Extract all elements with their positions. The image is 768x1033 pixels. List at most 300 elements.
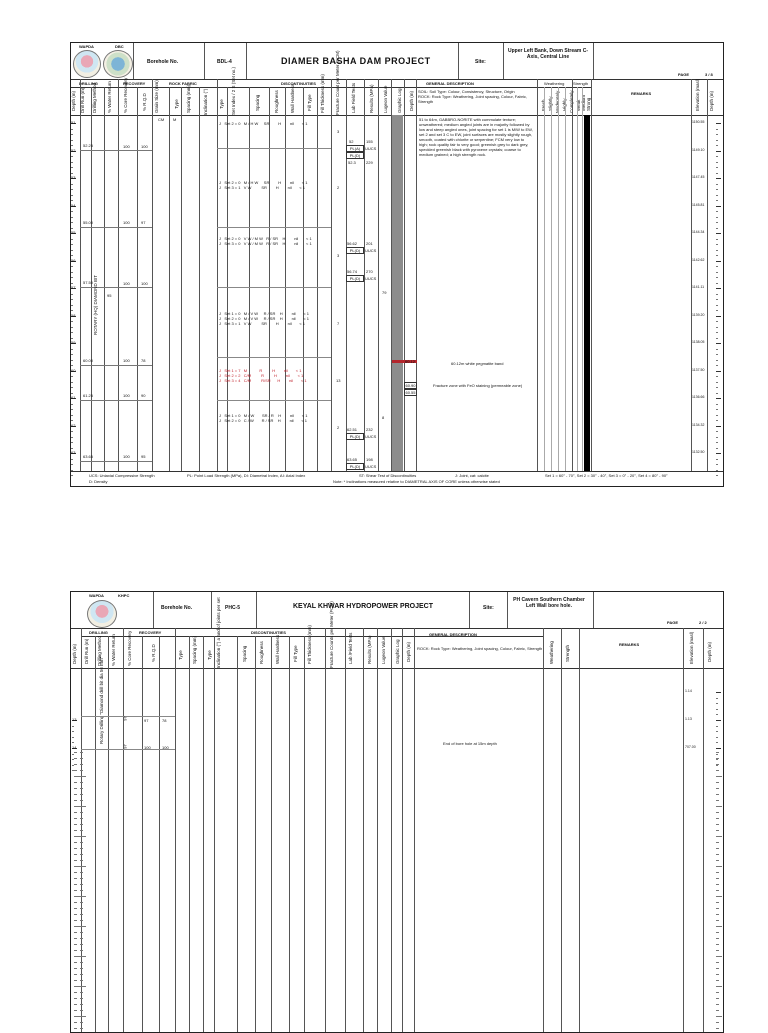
minor-tick bbox=[80, 788, 83, 789]
depth-tick bbox=[716, 720, 721, 721]
core-recovery: 100 bbox=[123, 281, 130, 286]
minor-tick bbox=[80, 842, 83, 843]
depth-tick bbox=[716, 426, 721, 427]
minor-tick bbox=[71, 409, 73, 410]
fcm-value: 3 bbox=[337, 253, 340, 258]
minor-tick bbox=[74, 818, 77, 819]
footer-ucs: UCS: Uniaxial Compressive Strength bbox=[89, 473, 155, 478]
minor-tick bbox=[71, 162, 73, 163]
minor-tick bbox=[716, 195, 718, 196]
minor-tick bbox=[80, 1028, 83, 1029]
rqd: 90 bbox=[141, 393, 146, 398]
minor-tick bbox=[716, 818, 719, 819]
minor-tick bbox=[80, 866, 86, 867]
test-type: PL(D) bbox=[346, 433, 364, 440]
minor-tick bbox=[71, 167, 73, 168]
test-type-2: UUCS bbox=[365, 464, 377, 469]
minor-tick bbox=[716, 1016, 722, 1017]
minor-tick bbox=[716, 365, 718, 366]
minor-tick bbox=[716, 956, 722, 957]
col-depth-3: Depth (m) bbox=[709, 90, 714, 111]
minor-tick bbox=[71, 239, 73, 240]
minor-tick bbox=[716, 737, 718, 738]
minor-tick bbox=[716, 932, 719, 933]
joint-line: J Set 3 = 1 V W SR H nil < 1 bbox=[219, 185, 306, 190]
minor-tick bbox=[71, 459, 73, 460]
minor-tick bbox=[80, 956, 86, 957]
minor-tick bbox=[716, 890, 719, 891]
minor-tick bbox=[71, 305, 73, 306]
minor-tick bbox=[74, 908, 77, 909]
rqd: 100 bbox=[141, 144, 148, 149]
minor-tick bbox=[80, 896, 86, 897]
minor-tick bbox=[716, 920, 719, 921]
general-desc-header: SOIL: Soil Type: Colour, Consistency, Structure, Origin ROCK: Rock Type: Weathering, Joint spacing, Colour, Fabric, Strength bbox=[418, 89, 528, 104]
minor-tick bbox=[716, 992, 719, 993]
tick-label: 63 bbox=[71, 450, 76, 455]
col-wall-hardness: Wall Hardness bbox=[290, 83, 295, 113]
minor-tick bbox=[716, 703, 718, 704]
tick-label: 53 bbox=[71, 175, 76, 180]
strength-medium: Medium bbox=[581, 94, 586, 111]
col-lab-tests: Lab Field Tests bbox=[351, 82, 356, 113]
core-recovery: 100 bbox=[123, 144, 130, 149]
minor-tick bbox=[74, 974, 77, 975]
fabric-type: CM bbox=[158, 117, 165, 122]
tick-label: 1139.20 bbox=[692, 312, 705, 317]
depth-tick bbox=[716, 151, 721, 152]
minor-tick bbox=[74, 842, 77, 843]
col-depth: Depth (m) bbox=[71, 90, 76, 111]
minor-tick bbox=[80, 974, 83, 975]
test-type: PL(D) bbox=[346, 463, 364, 470]
minor-tick bbox=[716, 782, 719, 783]
minor-tick bbox=[74, 884, 77, 885]
minor-tick bbox=[80, 992, 83, 993]
core-recovery: 100 bbox=[123, 393, 130, 398]
minor-tick bbox=[71, 360, 73, 361]
minor-tick bbox=[71, 250, 73, 251]
minor-tick bbox=[716, 129, 718, 130]
tick-label: 62 bbox=[71, 422, 76, 428]
col-drilling-method: Drilling Method bbox=[92, 82, 97, 113]
minor-tick bbox=[74, 764, 77, 765]
minor-tick bbox=[716, 872, 719, 873]
minor-tick bbox=[716, 354, 718, 355]
minor-tick bbox=[80, 1016, 86, 1017]
project-title: KEYAL KHWAR HYDROPOWER PROJECT bbox=[293, 603, 434, 610]
tick-label: 59 bbox=[71, 340, 76, 345]
minor-tick bbox=[716, 266, 718, 267]
col-disc-type: Type bbox=[207, 650, 212, 660]
minor-tick bbox=[716, 349, 718, 350]
tick-label: 1149.10 bbox=[692, 147, 705, 152]
dbc-logo bbox=[103, 50, 133, 78]
tick-label: 1134.32 bbox=[692, 422, 705, 427]
minor-tick bbox=[74, 824, 77, 825]
col-roughness: Roughness bbox=[259, 641, 264, 664]
col-fill-thickness: Fill Thickness (mm) bbox=[320, 74, 325, 113]
minor-tick bbox=[716, 812, 719, 813]
minor-tick bbox=[71, 228, 73, 229]
depth-tick bbox=[716, 398, 721, 399]
minor-tick bbox=[716, 878, 719, 879]
minor-tick bbox=[716, 926, 722, 927]
test-depth: 63.65 bbox=[347, 457, 358, 462]
minor-tick bbox=[716, 409, 718, 410]
minor-tick bbox=[80, 890, 83, 891]
borehole-log-sheet-1 bbox=[70, 42, 724, 487]
minor-tick bbox=[716, 145, 718, 146]
footer-st: ST: Shear Test of Discontinuities bbox=[359, 473, 417, 478]
tick-label: 1.13 bbox=[685, 717, 692, 721]
run-depth: 60.00 bbox=[83, 358, 94, 363]
site-text: Upper Left Bank, Down Stream C- Axis, Central Line bbox=[507, 48, 588, 60]
minor-tick bbox=[716, 709, 718, 710]
col-depth-2: Depth (m) bbox=[409, 90, 414, 111]
minor-tick bbox=[716, 980, 719, 981]
minor-tick bbox=[80, 998, 83, 999]
minor-tick bbox=[71, 200, 73, 201]
minor-tick bbox=[72, 759, 74, 760]
group-recovery: RECOVERY bbox=[123, 81, 146, 86]
minor-tick bbox=[71, 437, 73, 438]
group-rock-fabric: ROCK FABRIC bbox=[169, 81, 197, 86]
minor-tick bbox=[80, 908, 83, 909]
tick-label: 1142.62 bbox=[692, 257, 705, 262]
minor-tick bbox=[80, 938, 83, 939]
minor-tick bbox=[716, 382, 718, 383]
minor-tick bbox=[716, 968, 719, 969]
depth-tick bbox=[716, 453, 721, 454]
minor-tick bbox=[71, 222, 73, 223]
minor-tick bbox=[716, 908, 719, 909]
minor-tick bbox=[716, 759, 718, 760]
depth-tick bbox=[716, 178, 721, 179]
minor-tick bbox=[716, 250, 718, 251]
tick-label: 1150.55 bbox=[692, 120, 705, 124]
minor-tick bbox=[716, 726, 718, 727]
minor-tick bbox=[716, 184, 718, 185]
test-type: PL(D) bbox=[346, 275, 364, 282]
minor-tick bbox=[71, 217, 73, 218]
minor-tick bbox=[716, 189, 718, 190]
minor-tick bbox=[71, 184, 73, 185]
minor-tick bbox=[80, 914, 83, 915]
col-weathering: Weathering bbox=[549, 641, 554, 664]
group-drilling: DRILLING bbox=[89, 630, 108, 635]
tick-label: 14 bbox=[72, 745, 77, 750]
minor-tick bbox=[716, 442, 718, 443]
minor-tick bbox=[716, 896, 722, 897]
fcm-value: 2 bbox=[337, 185, 340, 190]
test-type: PL(D) bbox=[346, 152, 364, 159]
joint-line: J Set 1 = 0 M / W SR / R H nil < 1 bbox=[219, 413, 308, 418]
weathering-highly: Highly bbox=[562, 98, 567, 111]
note-fracture: Fracture zone with FeO staining (permeable zone) bbox=[433, 383, 523, 388]
minor-tick bbox=[716, 217, 718, 218]
minor-tick bbox=[716, 420, 718, 421]
minor-tick bbox=[80, 980, 83, 981]
minor-tick bbox=[716, 866, 722, 867]
minor-tick bbox=[71, 244, 73, 245]
col-elevation: Elevation (masl) bbox=[689, 631, 694, 664]
test-result: 198 bbox=[366, 457, 373, 462]
minor-tick bbox=[71, 272, 73, 273]
water-return: 95 bbox=[107, 293, 112, 298]
col-water-return: % Water Return bbox=[111, 634, 116, 666]
depth-tick bbox=[716, 233, 721, 234]
minor-tick bbox=[716, 272, 718, 273]
minor-tick bbox=[71, 255, 73, 256]
minor-tick bbox=[716, 776, 722, 777]
joint-group-6 bbox=[219, 413, 307, 423]
minor-tick bbox=[716, 824, 719, 825]
tick-label: 54 bbox=[71, 202, 76, 208]
strength-strong: Strong bbox=[586, 97, 591, 111]
minor-tick bbox=[716, 464, 718, 465]
minor-tick bbox=[74, 878, 77, 879]
minor-tick bbox=[716, 222, 718, 223]
minor-tick bbox=[716, 800, 719, 801]
col-fabric-type: Type bbox=[178, 650, 183, 660]
joint-line: J Set 2 = 0 V W / M W R / SR H nil < 1 bbox=[219, 236, 312, 241]
wapda-logo bbox=[73, 50, 101, 78]
minor-tick bbox=[716, 1010, 719, 1011]
page-number: 2 / 2 bbox=[699, 620, 707, 625]
minor-tick bbox=[71, 277, 73, 278]
col-graphic-log: Graphic Log bbox=[395, 639, 400, 664]
group-general-description: GENERAL DESCRIPTION bbox=[426, 81, 474, 86]
tick-label: 57 bbox=[71, 285, 76, 290]
group-discontinuities: DISCONTINUITIES bbox=[281, 81, 316, 86]
minor-tick bbox=[716, 393, 718, 394]
minor-tick bbox=[71, 283, 73, 284]
minor-tick bbox=[716, 431, 718, 432]
minor-tick bbox=[80, 878, 83, 879]
col-strength: Strength bbox=[565, 644, 570, 662]
org-khpc: KHPC bbox=[118, 593, 130, 598]
minor-tick bbox=[71, 393, 73, 394]
strength-weak: Weak bbox=[576, 99, 581, 111]
minor-tick bbox=[71, 145, 73, 146]
minor-tick bbox=[71, 464, 73, 465]
minor-tick bbox=[71, 332, 73, 333]
minor-tick bbox=[71, 431, 73, 432]
minor-tick bbox=[716, 944, 719, 945]
tick-label: 55 bbox=[71, 230, 76, 235]
minor-tick bbox=[80, 902, 83, 903]
minor-tick bbox=[74, 950, 77, 951]
minor-tick bbox=[716, 156, 718, 157]
borehole-number: BDL-4 bbox=[217, 59, 232, 65]
minor-tick bbox=[716, 162, 718, 163]
minor-tick bbox=[716, 788, 719, 789]
col-results: Results (MPa) bbox=[367, 635, 372, 664]
col-set-index: Set Index / 2 S (Set no.) bbox=[231, 66, 236, 115]
minor-tick bbox=[71, 382, 73, 383]
minor-tick bbox=[74, 980, 77, 981]
tick-label: 1.14 bbox=[685, 689, 692, 693]
org-wapda: WAPDA bbox=[79, 44, 94, 49]
joint-group-2 bbox=[219, 180, 307, 190]
col-inclination: Inclination (°) a and of joints per set bbox=[216, 597, 221, 668]
minor-tick bbox=[80, 944, 83, 945]
drilling-method: ROTARY (HQ) DIAMOND BIT bbox=[93, 274, 98, 335]
joint-group-1 bbox=[219, 121, 307, 126]
test-result: 270 bbox=[366, 269, 373, 274]
minor-tick bbox=[80, 824, 83, 825]
minor-tick bbox=[716, 448, 718, 449]
minor-tick bbox=[74, 812, 77, 813]
minor-tick bbox=[716, 794, 719, 795]
minor-tick bbox=[74, 830, 77, 831]
tick-label: 52 bbox=[71, 147, 76, 153]
minor-tick bbox=[80, 854, 83, 855]
minor-tick bbox=[716, 299, 718, 300]
col-fill-type: Fill Type bbox=[307, 94, 312, 111]
col-elevation: Elevation (masl) bbox=[695, 78, 700, 111]
minor-tick bbox=[74, 998, 77, 999]
core-recovery: 97 bbox=[144, 718, 149, 723]
run-depth: 63.65 bbox=[83, 454, 94, 459]
footer-sets: Set 1 = 60° - 70°, Set 2 = 30° - 40°, Set 3 = 0° - 20°, Set 4 = 80° - 90° bbox=[545, 473, 668, 478]
tick-label: 60 bbox=[71, 367, 76, 373]
minor-tick bbox=[74, 872, 77, 873]
minor-tick bbox=[80, 1022, 83, 1023]
minor-tick bbox=[71, 294, 73, 295]
depth-tick bbox=[716, 371, 721, 372]
minor-tick bbox=[716, 765, 718, 766]
group-general-description: GENERAL DESCRIPTION bbox=[429, 632, 477, 637]
minor-tick bbox=[74, 962, 77, 963]
test-depth: 52 bbox=[349, 139, 354, 144]
group-discontinuities: DISCONTINUITIES bbox=[251, 630, 286, 635]
graphic-log-bar bbox=[392, 115, 403, 471]
minor-tick bbox=[80, 860, 83, 861]
col-grain-size: Grain Size (mm) bbox=[154, 80, 159, 113]
minor-tick bbox=[716, 376, 718, 377]
minor-tick bbox=[80, 752, 83, 753]
minor-tick bbox=[71, 415, 73, 416]
minor-tick bbox=[716, 754, 718, 755]
footer-pl: PL: Point Load Strength (MPa), DI: Diametral Index, AI: Axial Index bbox=[187, 473, 306, 478]
minor-tick bbox=[80, 848, 83, 849]
depth-tick bbox=[716, 316, 721, 317]
joint-line: J Set 3 = 4 C/M R/SR H nil < 1 bbox=[219, 378, 307, 383]
fcm-value: 13 bbox=[336, 378, 341, 383]
minor-tick bbox=[74, 1022, 77, 1023]
page-label: PAGE bbox=[678, 72, 690, 77]
minor-tick bbox=[74, 890, 77, 891]
col-drill-run: Drill Run (m) bbox=[84, 638, 89, 664]
rqd: 100 bbox=[141, 281, 148, 286]
minor-tick bbox=[74, 794, 77, 795]
minor-tick bbox=[716, 742, 718, 743]
minor-tick bbox=[716, 459, 718, 460]
tick-label: 1132.50 bbox=[692, 450, 705, 454]
minor-tick bbox=[716, 228, 718, 229]
test-type-2: UUCS bbox=[365, 146, 377, 151]
minor-tick bbox=[71, 327, 73, 328]
minor-tick bbox=[71, 189, 73, 190]
minor-tick bbox=[716, 938, 719, 939]
minor-tick bbox=[80, 764, 83, 765]
water-return: 97 bbox=[122, 744, 128, 749]
minor-tick bbox=[716, 321, 718, 322]
minor-tick bbox=[716, 140, 718, 141]
joint-line: J Set 3 = 1 V W SR H nil < 1 bbox=[219, 321, 306, 326]
minor-tick bbox=[71, 404, 73, 405]
tick-label: 1147.45 bbox=[692, 175, 705, 179]
minor-tick bbox=[80, 776, 86, 777]
test-type: PL(D) bbox=[346, 247, 364, 254]
minor-tick bbox=[74, 914, 77, 915]
col-lugeon: Lugeon Value bbox=[383, 85, 388, 113]
minor-tick bbox=[71, 140, 73, 141]
joint-line: J Set 2 = 0 M / H W SR H nil < 1 bbox=[219, 121, 308, 126]
test-depth: 62.51 bbox=[347, 427, 358, 432]
minor-tick bbox=[71, 173, 73, 174]
col-roughness: Roughness bbox=[274, 90, 279, 113]
minor-tick bbox=[71, 420, 73, 421]
depth-tick bbox=[716, 748, 721, 749]
minor-tick bbox=[80, 1004, 83, 1005]
col-drill-run: Drill Run (m) bbox=[80, 87, 85, 113]
rqd: 78 bbox=[141, 358, 146, 363]
col-graphic-log: Graphic Log bbox=[397, 88, 402, 113]
weathering-completely: Completely bbox=[569, 90, 574, 113]
minor-tick bbox=[716, 1028, 719, 1029]
depth-mark: 60.12 bbox=[405, 359, 416, 364]
col-depth-2: Depth (m) bbox=[406, 641, 411, 662]
col-core-recovery: % Core Recovery bbox=[123, 77, 128, 113]
minor-tick bbox=[716, 848, 719, 849]
col-core-recovery: % Core Recovery bbox=[127, 630, 132, 666]
col-drilling-method: Drilling Method bbox=[97, 635, 102, 666]
core-recovery: 100 bbox=[144, 745, 151, 750]
depth-mark: 60.90 bbox=[405, 383, 416, 388]
joint-group-3 bbox=[219, 236, 312, 246]
minor-tick bbox=[71, 299, 73, 300]
minor-tick bbox=[74, 800, 77, 801]
test-depth: 56.74 bbox=[347, 269, 358, 274]
minor-tick bbox=[71, 448, 73, 449]
description-text: 51 to 64m, GABBRO-NORITE with cummulate texture; unweathered; medium angled joints are in majority followed by low and steep angled ones, joint spacing for set 1 is M/W to EW, set 2 and set 3 C to EW, joint surfaces are mostly slightly rough, smooth, coated with chlorite or serpentine; FCM very low to high; rock quality fair to very good; greenish grey to dark grey, speckled greenish black with pyroxene crystals; coarse to medium grained; a high strength rock. bbox=[419, 117, 533, 157]
minor-tick bbox=[74, 752, 77, 753]
minor-tick bbox=[716, 998, 719, 999]
minor-tick bbox=[80, 794, 83, 795]
drilling-method: Rotary Drilling "Diamond drill bit dia 56 mm" bbox=[99, 656, 104, 744]
minor-tick bbox=[71, 211, 73, 212]
joint-line: J Set 1 = 7 M R H nil < 1 bbox=[219, 368, 302, 373]
minor-tick bbox=[80, 986, 86, 987]
depth-mark: 60.55 bbox=[405, 390, 416, 395]
minor-tick bbox=[72, 731, 74, 732]
minor-tick bbox=[716, 770, 718, 771]
col-rqd: % R.Q.D bbox=[142, 93, 147, 111]
minor-tick bbox=[80, 884, 83, 885]
depth-tick bbox=[716, 123, 721, 124]
minor-tick bbox=[71, 442, 73, 443]
wapda-logo bbox=[87, 600, 117, 628]
minor-tick bbox=[71, 354, 73, 355]
depth-tick bbox=[716, 206, 721, 207]
borehole-label: Borehole No. bbox=[147, 59, 179, 65]
footer-joint: J: Joint, cat: calcite bbox=[455, 473, 489, 478]
test-depth: 56.62 bbox=[347, 241, 358, 246]
col-fabric-type: Type bbox=[174, 99, 179, 109]
